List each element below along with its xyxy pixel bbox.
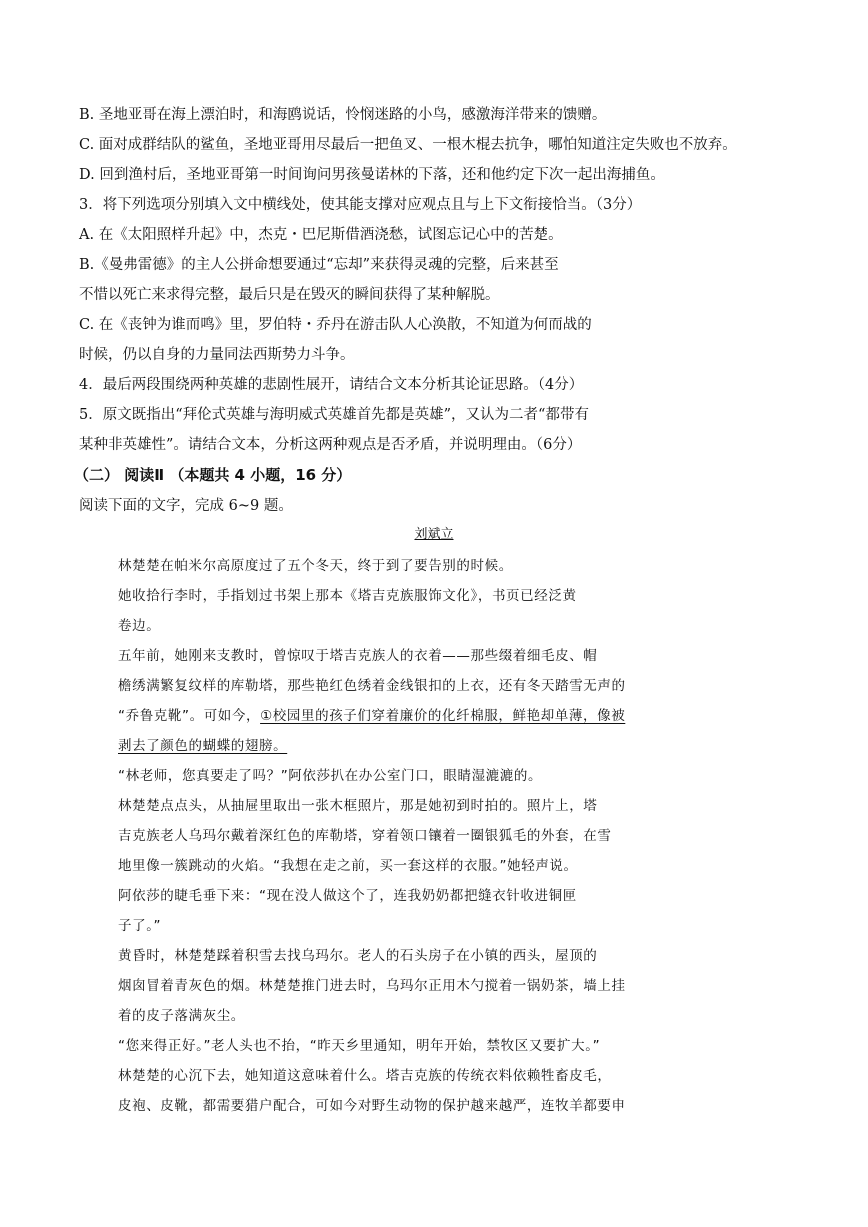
question-3-option-b-cont: 不惜以死亡来求得完整，最后只是在毁灭的瞬间获得了某种解脱。 [79,287,500,303]
story-line: 黄昏时，林楚楚踩着积雪去找乌玛尔。老人的石头房子在小镇的西头，屋顶的 [118,948,598,964]
story-line: 林楚楚点点头，从抽屉里取出一张木框照片，那是她初到时拍的。照片上，塔 [118,798,598,814]
story-line: 着的皮子落满灰尘。 [118,1008,245,1024]
question-3-option-b: B.《曼弗雷德》的主人公拼命想要通过“忘却”来获得灵魂的完整，后来甚至 [79,257,559,273]
story-line: 她收拾行李时，手指划过书架上那本《塔吉克族服饰文化》，书页已经泛黄 [118,588,577,604]
section-heading: （二） 阅读Ⅱ （本题共 4 小题，16 分） [74,466,352,484]
reading-instruction: 阅读下面的文字，完成 6~9 题。 [79,498,293,514]
story-line: 五年前，她刚来支教时，曾惊叹于塔吉克族人的衣着——那些缀着细毛皮、帽 [118,648,598,664]
underlined-sentence-1: ①校园里的孩子们穿着廉价的化纤棉服，鲜艳却单薄，像被 [260,708,626,724]
question-3: 3．将下列选项分别填入文中横线处，使其能支撑对应观点且与上下文衔接恰当。（3分） [79,197,642,213]
question-3-option-c-cont: 时候，仍以自身的力量同法西斯势力斗争。 [79,347,355,363]
option-b-line: B. 圣地亚哥在海上漂泊时，和海鸥说话，怜悯迷路的小鸟，感激海洋带来的馈赠。 [79,107,607,123]
story-line: “您来得正好。”老人头也不抬，“昨天乡里通知，明年开始，禁牧区又要扩大。” [118,1038,601,1054]
story-line: 林楚楚在帕米尔高原度过了五个冬天，终于到了要告别的时候。 [118,558,513,574]
underlined-sentence-1-cont: 剥去了颜色的蝴蝶的翅膀。 [118,738,288,754]
question-3-option-a: A. 在《太阳照样升起》中，杰克・巴尼斯借酒浇愁，试图忘记心中的苦楚。 [79,227,563,243]
story-line: 吉克族老人乌玛尔戴着深红色的库勒塔，穿着领口镶着一圈银狐毛的外套，在雪 [118,828,612,844]
option-d-line: D. 回到渔村后，圣地亚哥第一时间询问男孩曼诺林的下落，还和他约定下次一起出海捕鱼。 [79,167,665,183]
story-title: 刘斌立 [414,527,454,542]
story-line [118,736,287,756]
option-c-line: C. 面对成群结队的鲨鱼，圣地亚哥用尽最后一把鱼叉、一根木棍去抗争，哪怕知道注定失败也不放弃。 [79,137,737,153]
story-line-text: “乔鲁克靴”。可如今， [118,708,261,724]
question-4: 4．最后两段围绕两种英雄的悲剧性展开，请结合文本分析其论证思路。（4分） [79,377,584,393]
story-line: 檐绣满繁复纹样的库勒塔，那些艳红色绣着金线银扣的上衣，还有冬天踏雪无声的 [118,678,626,694]
question-5-cont: 某种非英雄性”。请结合文本，分析这两种观点是否矛盾，并说明理由。（6分） [79,437,582,453]
story-line: 烟囱冒着青灰色的烟。林楚楚推门进去时，乌玛尔正用木勺搅着一锅奶茶，墙上挂 [118,978,626,994]
question-5: 5．原文既指出“拜伦式英雄与海明威式英雄首先都是英雄”，又认为二者“都带有 [79,407,589,423]
story-line: 阿依莎的睫毛垂下来：“现在没人做这个了，连我奶奶都把缝衣针收进铜匣 [118,888,577,904]
story-line [118,706,625,726]
story-line: 地里像一簇跳动的火焰。“我想在走之前，买一套这样的衣服。”她轻声说。 [118,858,578,874]
story-line: “林老师，您真要走了吗？”阿依莎扒在办公室门口，眼睛湿漉漉的。 [118,768,543,784]
story-line: 皮袍、皮靴，都需要猎户配合，可如今对野生动物的保护越来越严，连牧羊都要申 [118,1098,626,1114]
story-line: 子了。” [118,918,162,934]
story-line: 林楚楚的心沉下去，她知道这意味着什么。塔吉克族的传统衣料依赖牲畜皮毛， [118,1068,612,1084]
story-line: 卷边。 [118,618,161,634]
question-3-option-c: C. 在《丧钟为谁而鸣》里，罗伯特・乔丹在游击队人心涣散，不知道为何而战的 [79,317,592,333]
